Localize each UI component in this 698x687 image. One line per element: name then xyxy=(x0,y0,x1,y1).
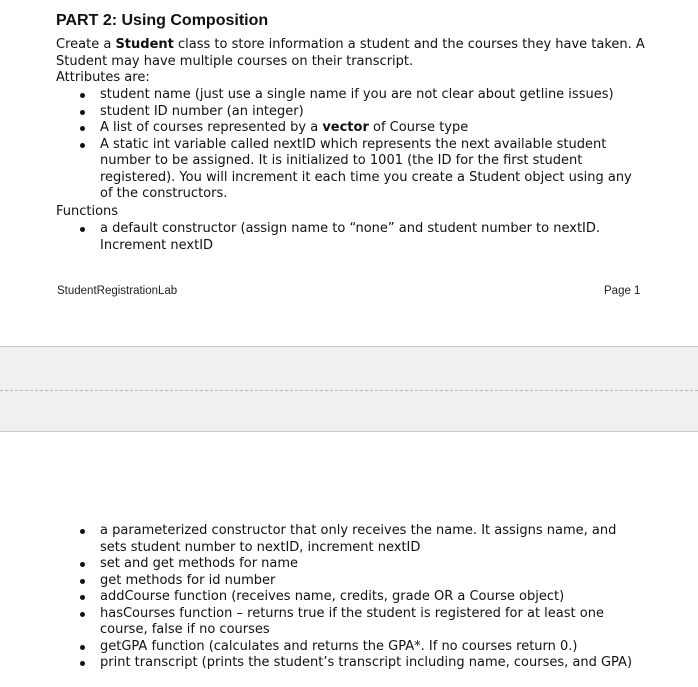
list-item-text: addCourse function (receives name, credits, grade OR a Course object) xyxy=(100,589,565,604)
footer-page-number: Page 1 xyxy=(604,285,641,297)
list-item-text: A static int variable called nextID which represents the next available student number to be assigned. It is initialized to 1001 (the ID for the first student registered). You will increment it each time you create a Student object using any of the constructors. xyxy=(100,136,632,201)
intro-text-end: class to store information a student and the courses they have taken. A Student may have multiple courses on their transcript. xyxy=(56,37,645,69)
list-item xyxy=(56,523,640,556)
attributes-list xyxy=(56,87,640,203)
functions-list-page2 xyxy=(56,523,640,672)
list-item-bold-term: vector xyxy=(322,120,369,135)
footer-document-name: StudentRegistrationLab xyxy=(57,285,178,297)
list-item-text: student name (just use a single name if you are not clear about getline issues) xyxy=(100,87,614,102)
list-item xyxy=(56,87,640,104)
list-item-text: a parameterized constructor that only receives the name. It assigns name, and sets student number to nextID, increment nextID xyxy=(100,523,617,555)
document-page-2 xyxy=(0,432,698,687)
list-item-text: print transcript (prints the student’s transcript including name, courses, and GPA) xyxy=(100,655,633,670)
intro-text-start: Create a xyxy=(56,37,116,52)
intro-paragraph xyxy=(56,37,646,70)
list-item xyxy=(56,655,640,672)
list-item-text: set and get methods for name xyxy=(100,556,299,571)
list-item xyxy=(56,606,640,639)
list-item xyxy=(56,556,640,573)
list-item xyxy=(56,589,640,606)
list-item-text: getGPA function (calculates and returns the GPA*. If no courses return 0.) xyxy=(100,638,578,654)
section-heading: PART 2: Using Composition xyxy=(56,12,269,29)
list-item xyxy=(56,639,640,656)
functions-list-page1 xyxy=(56,221,640,254)
list-item-text: student ID number (an integer) xyxy=(100,103,304,119)
list-item xyxy=(56,221,640,254)
intro-bold-term: Student xyxy=(115,37,174,52)
attributes-label: Attributes are: xyxy=(56,70,150,85)
list-item-text: hasCourses function – returns true if the student is registered for at least one course, false if no courses xyxy=(100,605,604,637)
list-item xyxy=(56,104,640,121)
page-break-line xyxy=(0,390,698,391)
list-item xyxy=(56,120,640,137)
list-item-text-end: of Course type xyxy=(368,120,469,135)
functions-label: Functions xyxy=(56,204,119,219)
list-item xyxy=(56,573,640,590)
list-item-text-start: A list of courses represented by a xyxy=(100,120,323,135)
list-item-text: a default constructor (assign name to “none” and student number to nextID. Increment nextID xyxy=(100,221,601,253)
page-gap xyxy=(0,346,698,432)
list-item-text: get methods for id number xyxy=(100,572,276,588)
list-item xyxy=(56,137,640,203)
